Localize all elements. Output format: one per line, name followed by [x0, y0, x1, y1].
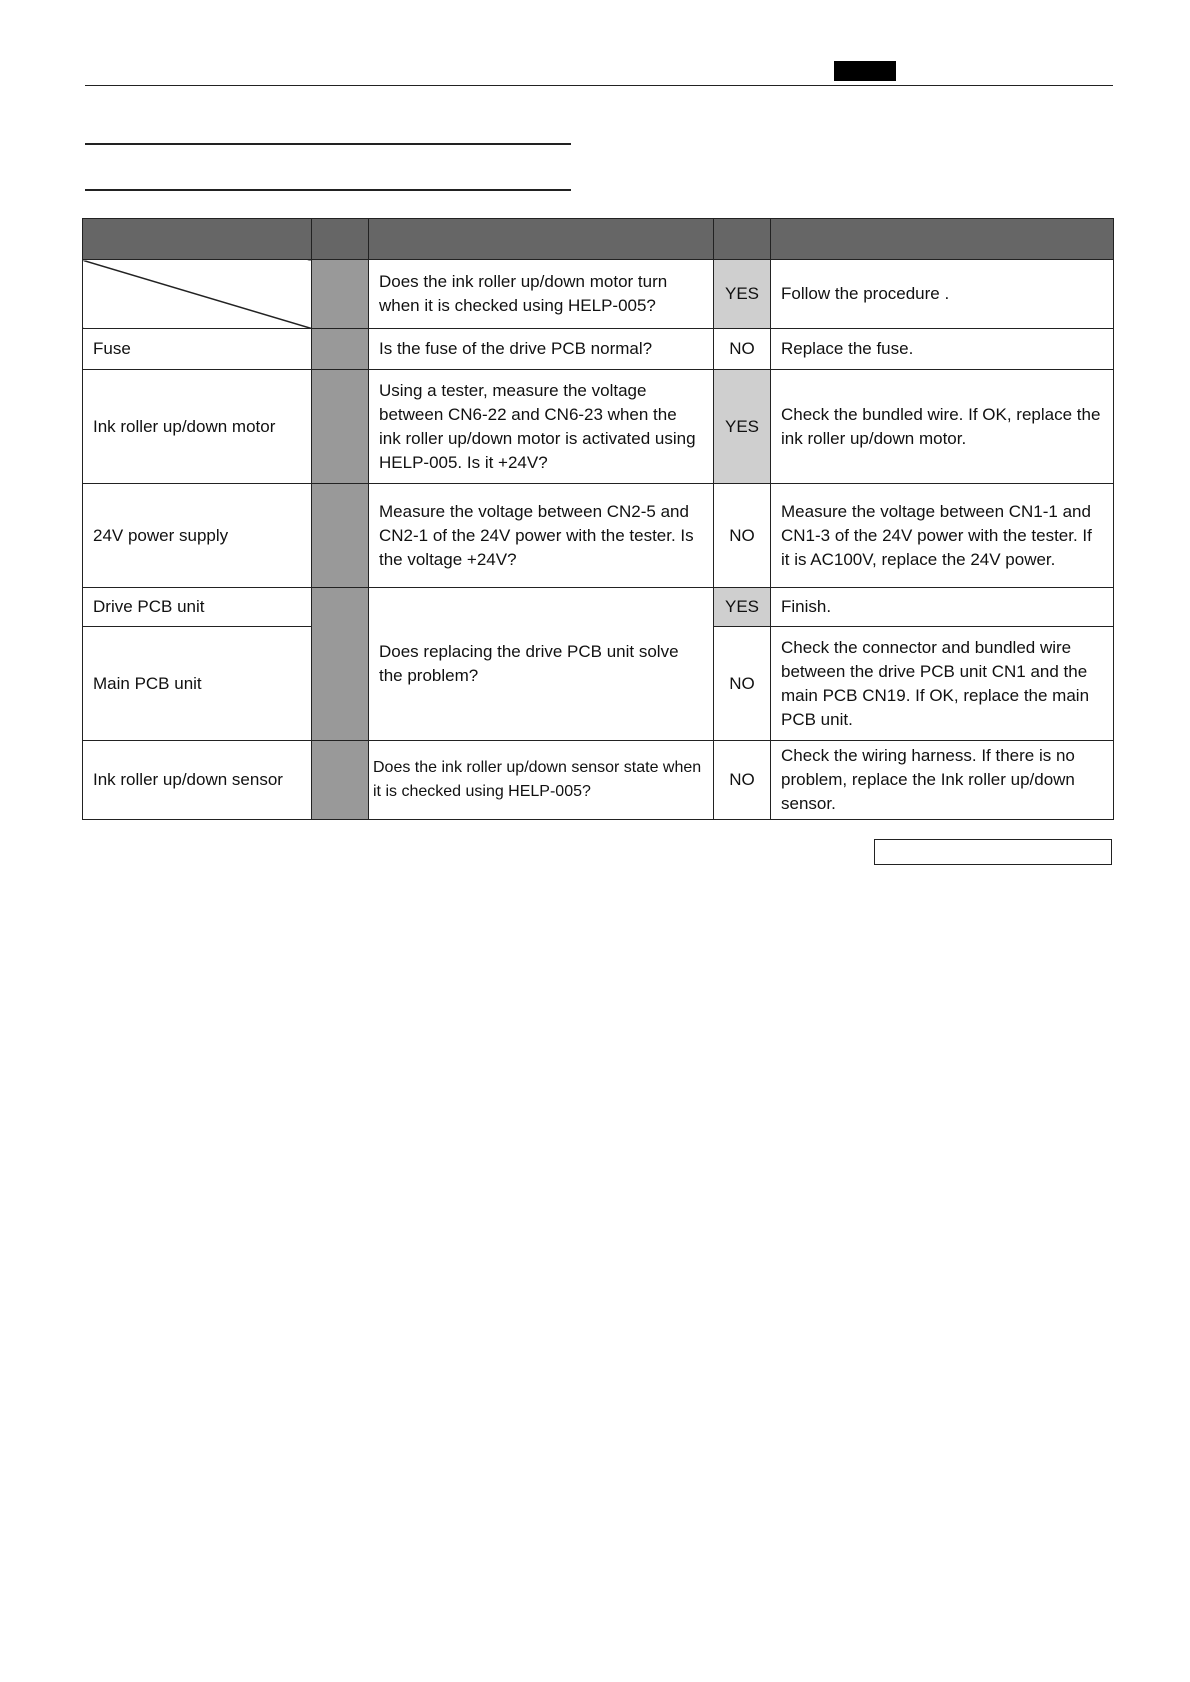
step-cell [312, 260, 369, 329]
step-cell [312, 329, 369, 370]
location-cell: Fuse [83, 329, 312, 370]
answer-cell: NO [714, 741, 771, 820]
check-question: Does the ink roller up/down sensor state when it is checked using HELP-005? [369, 741, 714, 820]
header-location [83, 219, 312, 260]
step-cell [312, 484, 369, 588]
action-cell: Measure the voltage between CN1-1 and CN1-3 of the 24V power with the tester. If it is AC100V, replace the 24V power. [771, 484, 1114, 588]
action-cell: Check the wiring harness. If there is no problem, replace the Ink roller up/down sensor. [771, 741, 1114, 820]
table-header-row [83, 219, 1114, 260]
table-row [83, 741, 1114, 820]
check-question: Is the fuse of the drive PCB normal? [369, 329, 714, 370]
table-row [83, 588, 1114, 627]
table-row [83, 370, 1114, 484]
check-question: Does replacing the drive PCB unit solve the problem? [369, 588, 714, 741]
location-cell: Ink roller up/down sensor [83, 741, 312, 820]
check-question: Using a tester, measure the voltage between CN6-22 and CN6-23 when the ink roller up/down motor is activated using HELP-005. Is it +24V? [369, 370, 714, 484]
check-question: Does the ink roller up/down motor turn when it is checked using HELP-005? [369, 260, 714, 329]
answer-cell: YES [714, 260, 771, 329]
action-cell: Replace the fuse. [771, 329, 1114, 370]
title-underline-1 [85, 143, 571, 145]
action-cell: Finish. [771, 588, 1114, 627]
table-row [83, 484, 1114, 588]
header-step [312, 219, 369, 260]
action-cell: Check the connector and bundled wire between the drive PCB unit CN1 and the main PCB CN19. If OK, replace the main PCB unit. [771, 627, 1114, 741]
action-cell: Follow the procedure . [771, 260, 1114, 329]
answer-cell: NO [714, 627, 771, 741]
answer-cell: YES [714, 370, 771, 484]
header-result [714, 219, 771, 260]
header-tab-block [834, 61, 896, 81]
answer-cell: NO [714, 329, 771, 370]
table-row [83, 329, 1114, 370]
location-cell: Ink roller up/down motor [83, 370, 312, 484]
answer-cell: YES [714, 588, 771, 627]
location-cell: Main PCB unit [83, 627, 312, 741]
header-rule [85, 85, 1113, 86]
check-question: Measure the voltage between CN2-5 and CN2-1 of the 24V power with the tester. Is the voltage +24V? [369, 484, 714, 588]
action-cell: Check the bundled wire. If OK, replace the ink roller up/down motor. [771, 370, 1114, 484]
header-check [369, 219, 714, 260]
step-cell [312, 741, 369, 820]
table-row [83, 260, 1114, 329]
title-underline-2 [85, 189, 571, 191]
step-cell [312, 370, 369, 484]
step-cell [312, 588, 369, 741]
location-cell: Drive PCB unit [83, 588, 312, 627]
page-reference-box [874, 839, 1112, 865]
diagonal-empty-cell [83, 260, 312, 329]
answer-cell: NO [714, 484, 771, 588]
header-action [771, 219, 1114, 260]
troubleshooting-table [82, 218, 1114, 820]
location-cell: 24V power supply [83, 484, 312, 588]
